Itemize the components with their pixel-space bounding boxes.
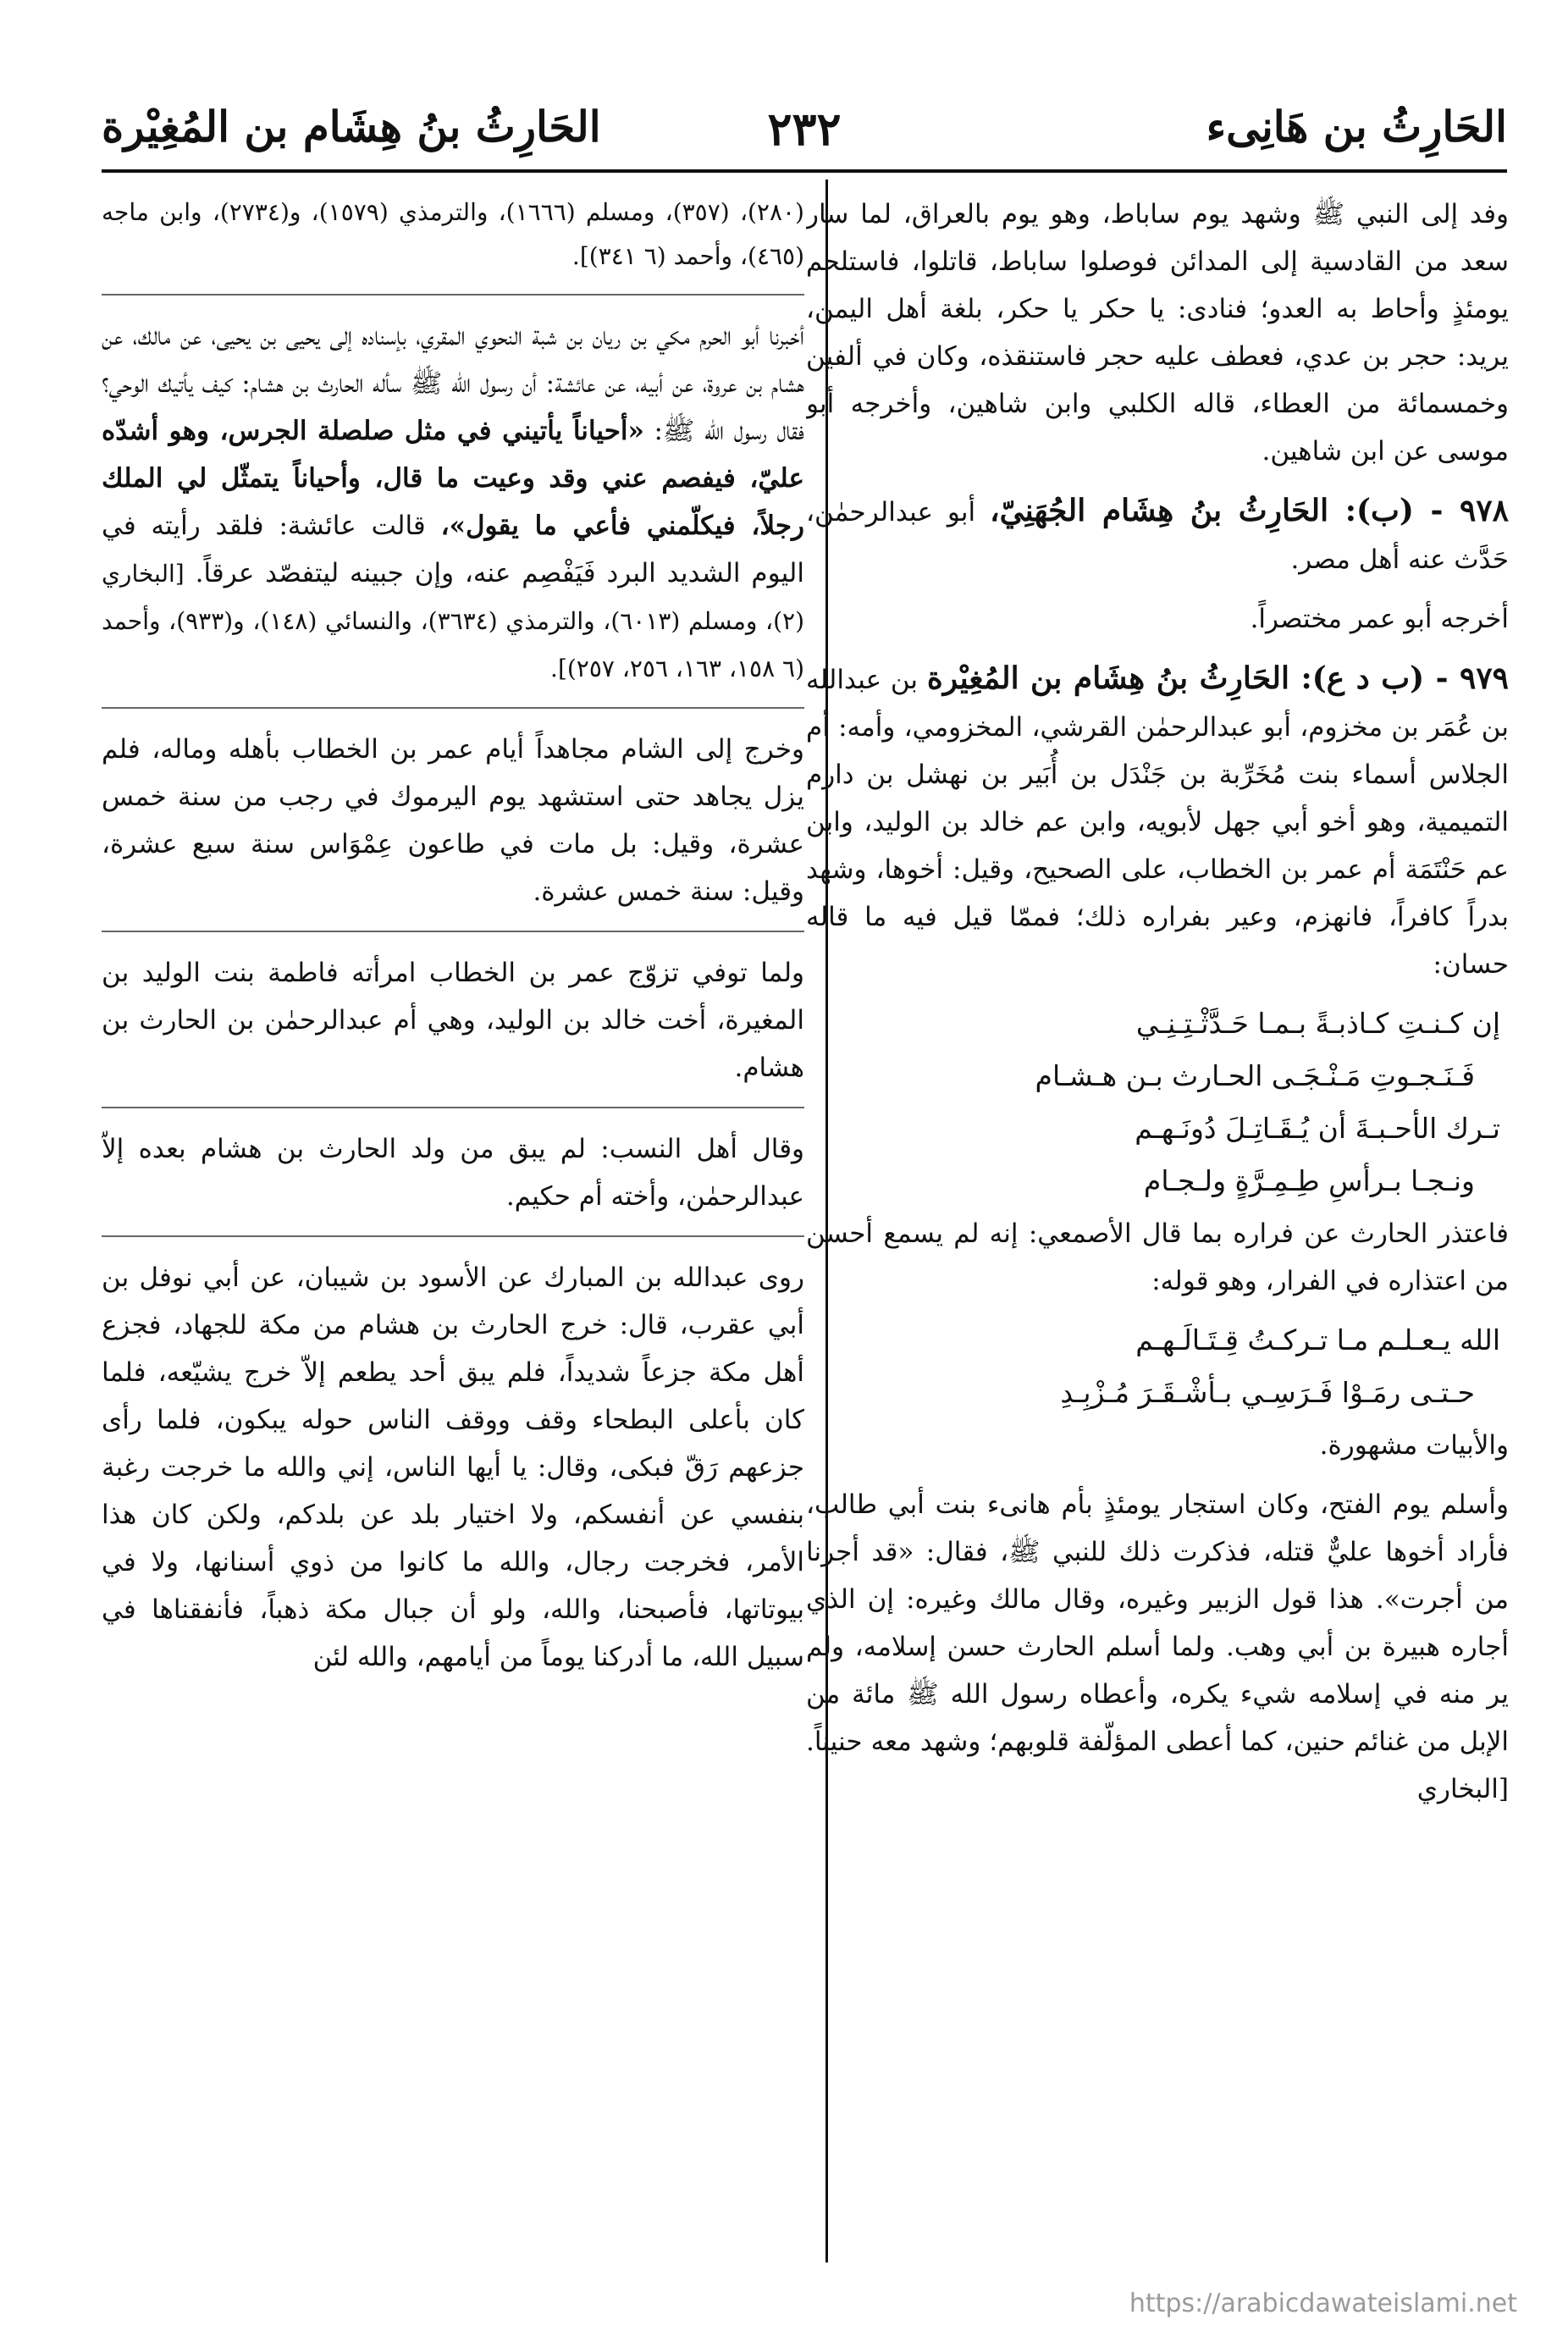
entry-978 xyxy=(806,487,1509,583)
separator xyxy=(102,931,804,932)
hadith-text: «أحياناً يأتيني في مثل صلصلة الجرس، وهو أشدّه عليّ، فيفصم عني وقد وعيت ما قال، وأحياناً يتمثّل لي الملك رجلاً، فيكلّمني فأعي ما يقول»، xyxy=(102,416,804,541)
paragraph: أخرجه أبو عمر مختصراً. xyxy=(1250,604,1509,634)
paragraph: فاعتذر الحارث عن فراره بما قال الأصمعي: إنه لم يسمع أحسن من اعتذاره في الفرار، وهو قوله: xyxy=(806,1218,1509,1296)
reference-note: (٢٨٠)، (٣٥٧)، ومسلم (١٦٦٦)، والترمذي (١٥٧٩)، و(٢٧٣٤)، وابن ماجه (٤٦٥)، وأحمد (٦ ٣٤١)]. xyxy=(102,198,804,270)
left-column xyxy=(102,191,804,2257)
paragraph-end: قالت عائشة: فلقد رأيته في اليوم الشديد البرد فَيَفْصِم عنه، وإن جبينه ليتفصّد عرقاً. xyxy=(102,511,804,588)
isnad-text: أخبرنا أبو الحرم مكي بن ريان بن شبة النحوي المقري، بإسناده إلى يحيى بن يحيى، عن مالك، عن هشام بن عروة، عن أبيه، عن عائشة: أن رسول الله ﷺ سأله الحارث بن هشام: كيف يأتيك الوحي؟ فقال رسول الله ﷺ: xyxy=(102,321,804,446)
paragraph: وقال أهل النسب: لم يبق من ولد الحارث بن هشام بعده إلاّ عبدالرحمٰن، وأخته أم حكيم. xyxy=(102,1134,804,1212)
verse-line: حـتـى رمَـوْا فَـرَسِـي بـأشْـقَـرَ مُـزْبِـدِ xyxy=(1060,1376,1475,1409)
verse-line: ونـجـا بـرأسِ طِـمِـرَّةٍ ولـجـام xyxy=(1143,1164,1475,1197)
verse-line: إن كـنـتِ كـاذبـةً بـمـا حَـدَّثْـتِـنِـي xyxy=(1135,1007,1500,1040)
entry-heading: ٩٧٩ - (ب د ع): الحَارِثُ بنُ هِشَام بن المُغِيْرة xyxy=(926,660,1509,696)
paragraph: ولما توفي تزوّج عمر بن الخطاب امرأته فاطمة بنت الوليد بن المغيرة، أخت خالد بن الوليد، وهي أم عبدالرحمٰن بن الحارث بن هشام. xyxy=(102,958,804,1083)
verse-line: فَـنَـجـوتِ مَـنْـجَـى الحـارث بـن هـشـام xyxy=(1035,1059,1475,1092)
right-column xyxy=(806,191,1509,2257)
verse-line: تـرك الأحـبـةَ أن يُـقَـاتِـلَ دُونَـهـم xyxy=(1135,1112,1500,1145)
separator xyxy=(102,707,804,709)
separator xyxy=(102,1235,804,1237)
verse-line: الله يـعـلـم مـا تـركـتُ قِـتَـالَـهـم xyxy=(1135,1323,1500,1356)
paragraph: وأسلم يوم الفتح، وكان استجار يومئذٍ بأم هانىء بنت أبي طالب، فأراد أخوها عليٌّ قتله، فذكرت ذلك للنبي ﷺ، فقال: «قد أجرنا من أجرت». هذا قول الزبير وغيره، وقال مالك وغيره: إن الذي أجاره هبيرة بن أبي وهب. ولما أسلم الحارث حسن إسلامه، ولم ير منه في إسلامه شيء يكره، وأعطاه رسول الله ﷺ مائة من الإبل من غنائم حنين، كما أعطى المؤلّفة قلوبهم؛ وشهد معه حنيناً. [البخاري xyxy=(806,1489,1509,1804)
paragraph: روى عبدالله بن المبارك عن الأسود بن شيبان، عن أبي نوفل بن أبي عقرب، قال: خرج الحارث بن هشام من مكة للجهاد، فجزع أهل مكة جزعاً شديداً، فلم يبق أحد يطعم إلاّ خرج يشيّعه، فلما كان بأعلى البطحاء وقف ووقف الناس حوله يبكون، فلما رأى جزعهم رَقّ فبكى، وقال: يا أيها الناس، إني والله ما خرجت رغبة بنفسي عن أنفسكم، ولا اختيار بلد عن بلدكم، ولكن كان هذا الأمر، فخرجت رجال، والله ما كانوا من ذوي أسنانها، ولا في بيوتاتها، فأصبحنا، والله، ولو أن جبال مكة ذهباً، فأنفقناها في سبيل الله، ما أدركنا يوماً من أيامهم، والله لئن xyxy=(102,1262,804,1672)
paragraph: وخرج إلى الشام مجاهداً أيام عمر بن الخطاب بأهله وماله، فلم يزل يجاهد حتى استشهد يوم اليرموك في رجب من سنة خمس عشرة، وقيل: بل مات في طاعون عِمْوَاس سنة سبع عشرة، وقيل: سنة خمس عشرة. xyxy=(102,734,804,907)
entry-heading: ٩٧٨ - (ب): الحَارِثُ بنُ هِشَام الجُهَنِيّ، xyxy=(989,493,1509,528)
page-header xyxy=(102,102,1507,161)
entry-979 xyxy=(806,655,1509,988)
separator xyxy=(102,1107,804,1108)
header-rule xyxy=(102,169,1507,173)
hadith-paragraph xyxy=(102,312,804,692)
page-number: ٢٣٢ xyxy=(767,102,842,156)
paragraph: وفد إلى النبي ﷺ وشهد يوم ساباط، وهو يوم بالعراق، لما سار سعد من القادسية إلى المدائن فوصلوا ساباط، قاتلوا، فاستلحم يومئذٍ وأحاط به العدو؛ فنادى: يا حكر يا حكر، بلغة أهل اليمن، يريد: حجر بن عدي، فعطف عليه حجر فاستنقذه، وكان في ألفين وخمسمائة من العطاء، قاله الكلبي وابن شاهين، وأخرجه أبو موسى عن ابن شاهين. xyxy=(806,199,1509,467)
watermark-url: https://arabicdawateislami.net xyxy=(1129,2289,1517,2318)
separator xyxy=(102,294,804,296)
paragraph: والأبيات مشهورة. xyxy=(1319,1430,1509,1461)
entry-text: أبو عبدالرحمٰن، حَدَّث عنه أهل مصر. xyxy=(806,497,1509,575)
header-right-title: الحَارِثُ بن هَانِىء xyxy=(1206,102,1507,152)
entry-text: بن عبدالله بن عُمَر بن مخزوم، أبو عبدالرحمٰن القرشي، المخزومي، وأمه: أم الجلاس أسماء بنت مُخَرِّبة بن جَنْدَل بن أُبَير بن نهشل بن دارم التميمية، وهو أخو أبي جهل لأبويه، وابن عم خالد بن الوليد، وابن عم حَنْتَمَة أم عمر بن الخطاب، على الصحيح، وقيل: أخوها، وشهد بدراً كافراً، فانهزم، وعير بفراره ذلك؛ فممّا قيل فيه ما قاله حسان: xyxy=(806,665,1509,980)
header-left-title: الحَارِثُ بنُ هِشَام بن المُغِيْرة xyxy=(102,102,601,152)
reference-note: [البخاري (٢)، ومسلم (٦٠١٣)، والترمذي (٣٦٣٤)، والنسائي (١٤٨)، و(٩٣٣)، وأحمد (٦ ١٥٨، ١٦٣، ٢٥٦، ٢٥٧)]. xyxy=(102,560,804,682)
